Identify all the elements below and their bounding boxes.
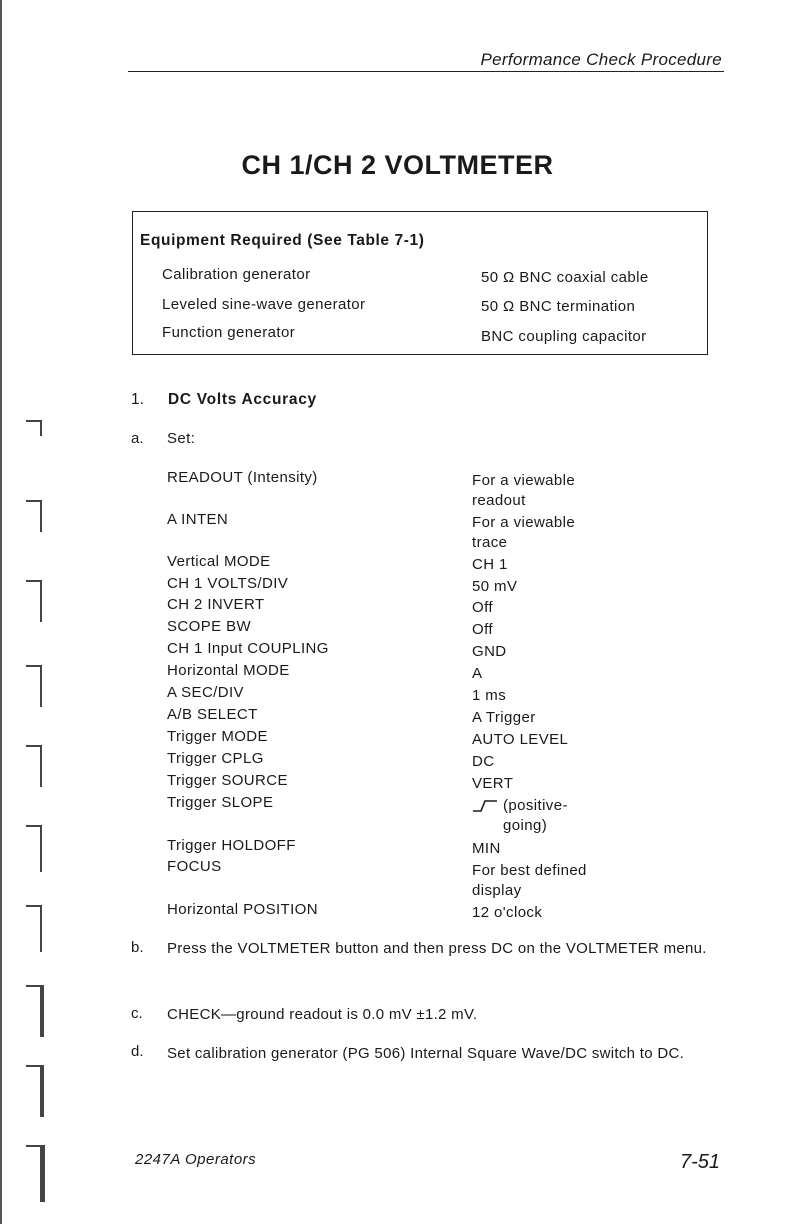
setting-name: Trigger HOLDOFF xyxy=(167,837,296,854)
setting-value: 12 o'clock xyxy=(472,904,543,921)
equipment-item: 50 Ω BNC coaxial cable xyxy=(481,269,649,286)
setting-name: Trigger SLOPE xyxy=(167,794,274,811)
setting-value: 50 mV xyxy=(472,578,518,595)
binding-mark xyxy=(26,500,42,532)
step-number: 1. xyxy=(131,391,144,408)
header-rule xyxy=(128,71,724,72)
setting-name: Horizontal POSITION xyxy=(167,901,318,918)
setting-name: READOUT (Intensity) xyxy=(167,469,318,486)
setting-name: A/B SELECT xyxy=(167,706,258,723)
setting-value: MIN xyxy=(472,840,501,857)
setting-name: CH 1 Input COUPLING xyxy=(167,640,329,657)
setting-name: Trigger SOURCE xyxy=(167,772,288,789)
setting-value: Off xyxy=(472,621,493,638)
setting-name: CH 2 INVERT xyxy=(167,596,265,613)
equipment-heading: Equipment Required (See Table 7-1) xyxy=(140,232,425,249)
setting-value: DC xyxy=(472,753,495,770)
substep-text: Set calibration generator (PG 506) Internal Square Wave/DC switch to DC. xyxy=(167,1045,685,1062)
setting-value: VERT xyxy=(472,775,514,792)
substep-text: Press the VOLTMETER button and then press DC on the VOLTMETER menu. xyxy=(167,940,707,957)
setting-value: For a viewable readout xyxy=(472,472,576,509)
running-header: Performance Check Procedure xyxy=(480,50,722,69)
equipment-item: 50 Ω BNC termination xyxy=(481,298,636,315)
setting-name: A INTEN xyxy=(167,511,229,528)
binding-mark xyxy=(26,580,42,622)
substep-text: CHECK—ground readout is 0.0 mV ±1.2 mV. xyxy=(167,1006,478,1023)
setting-value: A Trigger xyxy=(472,709,536,726)
rising-edge-icon xyxy=(472,798,498,814)
setting-name: FOCUS xyxy=(167,858,222,875)
setting-value: (positive-going) xyxy=(503,797,568,834)
substep-letter: a. xyxy=(131,430,144,447)
setting-value: GND xyxy=(472,643,507,660)
step-title: DC Volts Accuracy xyxy=(168,391,317,408)
setting-value: For a viewable trace xyxy=(472,514,576,551)
setting-value: For best defined display xyxy=(472,862,587,899)
setting-name: Horizontal MODE xyxy=(167,662,290,679)
setting-value: AUTO LEVEL xyxy=(472,731,569,748)
setting-value: Off xyxy=(472,599,493,616)
binding-mark xyxy=(26,745,42,787)
binding-mark xyxy=(26,825,42,872)
binding-mark xyxy=(26,665,42,707)
setting-name: Trigger MODE xyxy=(167,728,268,745)
binding-mark xyxy=(26,1145,45,1202)
binding-marks xyxy=(18,0,58,1224)
page-binding-edge xyxy=(0,0,2,1224)
setting-name: Vertical MODE xyxy=(167,553,271,570)
binding-mark xyxy=(26,420,42,436)
footer-manual-name: 2247A Operators xyxy=(135,1151,257,1168)
page-title: CH 1/CH 2 VOLTMETER xyxy=(241,150,554,180)
binding-mark xyxy=(26,1065,44,1117)
equipment-item: Function generator xyxy=(162,324,296,341)
equipment-item: BNC coupling capacitor xyxy=(481,328,647,345)
equipment-item: Leveled sine-wave generator xyxy=(162,296,366,313)
setting-name: A SEC/DIV xyxy=(167,684,244,701)
substep-label: Set: xyxy=(167,430,196,447)
setting-value: A xyxy=(472,665,483,682)
page-number: 7-51 xyxy=(679,1151,720,1173)
substep-letter: d. xyxy=(131,1043,144,1060)
binding-mark xyxy=(26,985,44,1037)
setting-value: 1 ms xyxy=(472,687,507,704)
binding-mark xyxy=(26,905,42,952)
setting-name: CH 1 VOLTS/DIV xyxy=(167,575,289,592)
substep-letter: b. xyxy=(131,939,144,956)
setting-value: CH 1 xyxy=(472,556,508,573)
setting-name: SCOPE BW xyxy=(167,618,252,635)
setting-name: Trigger CPLG xyxy=(167,750,264,767)
substep-letter: c. xyxy=(131,1005,143,1022)
equipment-item: Calibration generator xyxy=(162,266,311,283)
